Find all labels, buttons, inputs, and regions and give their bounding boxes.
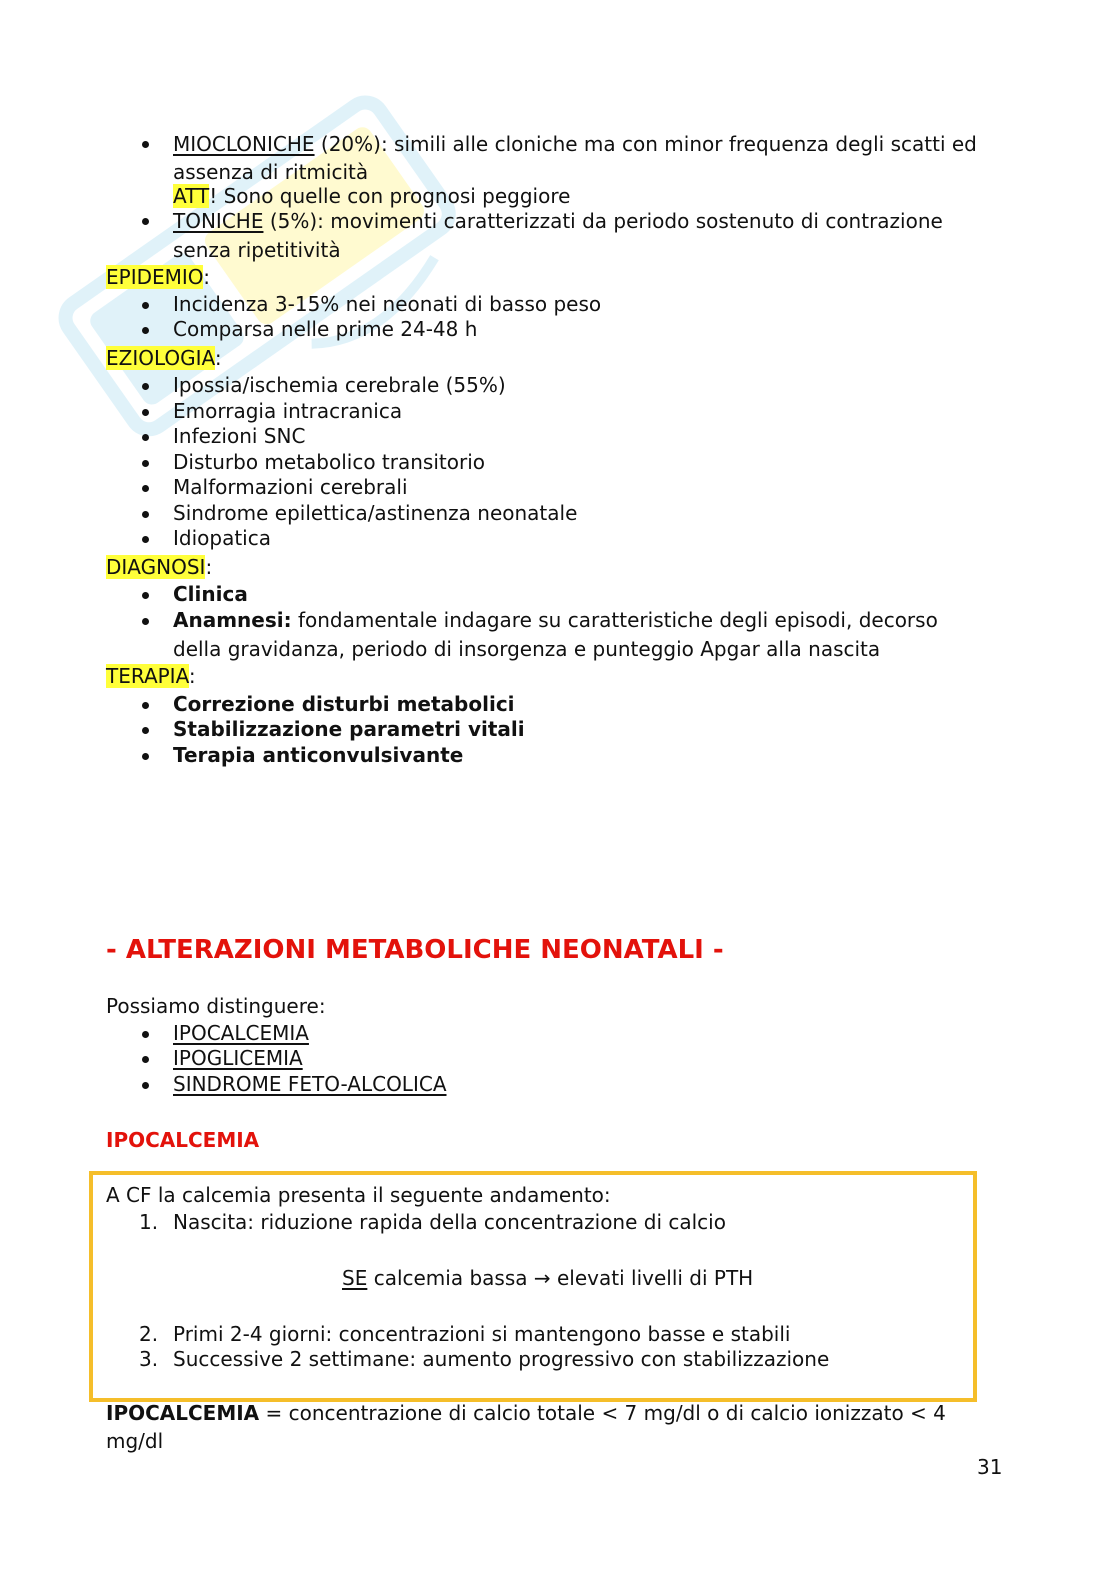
note-line: ATT! Sono quelle con prognosi peggiore — [173, 184, 571, 208]
step-text: Primi 2-4 giorni: concentrazioni si mantengono basse e stabili — [173, 1322, 791, 1346]
section-title: - ALTERAZIONI METABOLICHE NEONATALI - — [106, 935, 724, 965]
bullet — [142, 753, 149, 760]
bullet — [142, 1056, 149, 1063]
bullet — [142, 327, 149, 334]
definition-line: IPOCALCEMIA = concentrazione di calcio totale < 7 mg/dl o di calcio ionizzato < 4 — [106, 1401, 946, 1425]
step-number: 3. — [139, 1347, 159, 1371]
page-number: 31 — [977, 1455, 1003, 1479]
bullet — [142, 1031, 149, 1038]
definition-line-continued: mg/dl — [106, 1429, 164, 1453]
arrow-right-icon: → — [533, 1266, 551, 1290]
bullet — [142, 434, 149, 441]
list-item: Incidenza 3-15% nei neonati di basso peso — [173, 292, 602, 316]
section-heading-diagnosi: DIAGNOSI: — [106, 555, 213, 579]
list-item: Ipossia/ischemia cerebrale (55%) — [173, 373, 506, 397]
bullet — [142, 409, 149, 416]
step-text: Successive 2 settimane: aumento progressivo con stabilizzazione — [173, 1347, 830, 1371]
condition-line: SE calcemia bassa → elevati livelli di PTH — [342, 1266, 754, 1290]
bullet — [142, 592, 149, 599]
intro-text: Possiamo distinguere: — [106, 994, 326, 1018]
list-item-link: SINDROME FETO-ALCOLICA — [173, 1072, 447, 1096]
bullet — [142, 460, 149, 467]
bullet — [142, 727, 149, 734]
list-item: TONICHE (5%): movimenti caratterizzati da periodo sostenuto di contrazione — [173, 209, 943, 233]
list-item: Sindrome epilettica/astinenza neonatale — [173, 501, 578, 525]
bullet — [142, 536, 149, 543]
list-item: Emorragia intracranica — [173, 399, 403, 423]
section-heading-terapia: TERAPIA: — [106, 664, 196, 688]
list-item: Clinica — [173, 582, 248, 606]
bullet — [142, 485, 149, 492]
box-intro: A CF la calcemia presenta il seguente andamento: — [106, 1183, 611, 1207]
list-item-link: IPOCALCEMIA — [173, 1021, 309, 1045]
bullet — [142, 511, 149, 518]
bullet — [142, 218, 149, 225]
list-item: Idiopatica — [173, 526, 271, 550]
list-item-continued: della gravidanza, periodo di insorgenza e punteggio Apgar alla nascita — [173, 637, 881, 661]
bullet — [142, 141, 149, 148]
list-item: Correzione disturbi metabolici — [173, 692, 515, 716]
step-number: 2. — [139, 1322, 159, 1346]
list-item: Terapia anticonvulsivante — [173, 743, 464, 767]
list-item: Comparsa nelle prime 24-48 h — [173, 317, 478, 341]
bullet — [142, 1082, 149, 1089]
subsection-heading: IPOCALCEMIA — [106, 1128, 260, 1152]
list-item: Stabilizzazione parametri vitali — [173, 717, 525, 741]
list-item-continued: assenza di ritmicità — [173, 160, 369, 184]
step-text: Nascita: riduzione rapida della concentrazione di calcio — [173, 1210, 726, 1234]
bullet — [142, 302, 149, 309]
bullet — [142, 618, 149, 625]
list-item-link: IPOGLICEMIA — [173, 1046, 303, 1070]
bullet — [142, 702, 149, 709]
list-item: Anamnesi: fondamentale indagare su caratteristiche degli episodi, decorso — [173, 608, 938, 632]
list-item: Infezioni SNC — [173, 424, 306, 448]
list-item: Malformazioni cerebrali — [173, 475, 408, 499]
list-item: MIOCLONICHE (20%): simili alle cloniche ma con minor frequenza degli scatti ed — [173, 132, 977, 156]
bullet — [142, 383, 149, 390]
list-item-continued: senza ripetitività — [173, 238, 341, 262]
section-heading-epidemio: EPIDEMIO: — [106, 265, 210, 289]
section-heading-eziologia: EZIOLOGIA: — [106, 346, 222, 370]
step-number: 1. — [139, 1210, 159, 1234]
list-item: Disturbo metabolico transitorio — [173, 450, 485, 474]
